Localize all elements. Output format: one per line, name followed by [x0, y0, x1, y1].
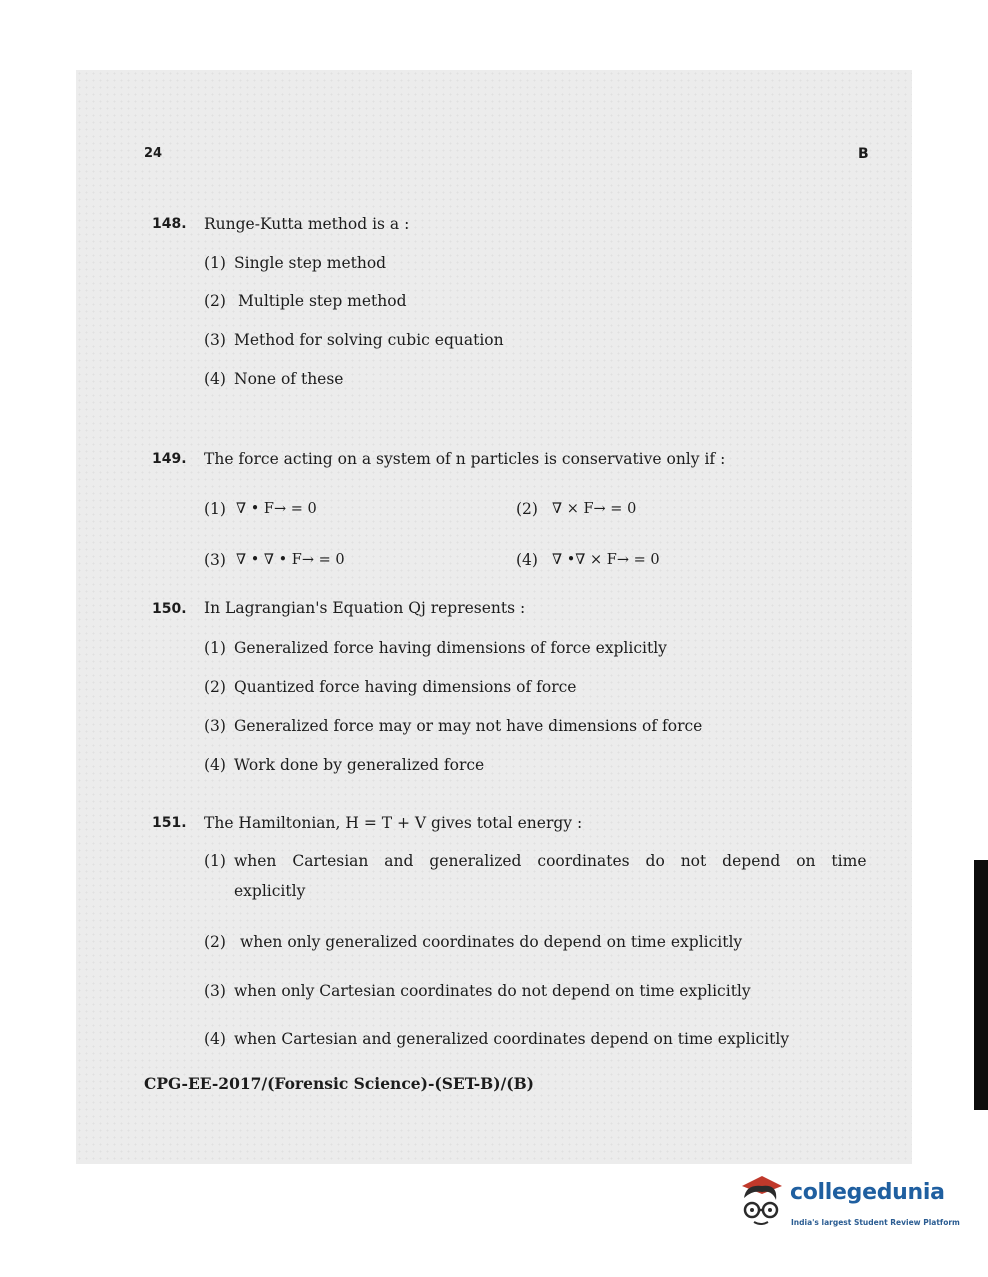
option-label: (2) — [204, 933, 226, 951]
option-label: (1) — [204, 852, 226, 870]
question-text: The Hamiltonian, H = T + V gives total energy : — [204, 814, 583, 832]
option-label: (3) — [204, 982, 226, 1000]
option-label: (4) — [204, 1030, 226, 1048]
option-text: Quantized force having dimensions of force — [234, 678, 577, 696]
option-text: when only generalized coordinates do depend on time explicitly — [240, 933, 743, 951]
option-formula: ∇ × F→ = 0 — [552, 501, 637, 517]
brand-name: collegedunia — [790, 1180, 945, 1205]
set-code: B — [858, 146, 869, 162]
brand-tagline: India's largest Student Review Platform — [791, 1218, 960, 1227]
collegedunia-watermark — [732, 1168, 962, 1244]
option-label: (4) — [516, 551, 538, 569]
option-text-continuation: explicitly — [234, 882, 306, 900]
option-label: (2) — [204, 292, 226, 310]
option-text: when only Cartesian coordinates do not depend on time explicitly — [234, 982, 751, 1000]
option-label: (1) — [204, 254, 226, 272]
question-text: Runge-Kutta method is a : — [204, 215, 410, 233]
option-label: (3) — [204, 331, 226, 349]
footer-code: CPG-EE-2017/(Forensic Science)-(SET-B)/(B) — [144, 1074, 534, 1093]
option-text-justified — [234, 852, 867, 870]
option-formula: ∇ • ∇ • F→ = 0 — [236, 552, 345, 568]
question-text: The force acting on a system of n particles is conservative only if : — [204, 450, 726, 468]
option-label: (3) — [204, 551, 226, 569]
option-label: (2) — [516, 500, 538, 518]
option-label: (4) — [204, 370, 226, 388]
option-text: Generalized force having dimensions of force explicitly — [234, 639, 667, 657]
option-text: Multiple step method — [238, 292, 407, 310]
option-text: Single step method — [234, 254, 387, 272]
question-text: In Lagrangian's Equation Qj represents : — [204, 599, 526, 617]
question-number: 148. — [152, 216, 187, 232]
scan-edge-shadow — [974, 860, 988, 1110]
option-text: Work done by generalized force — [234, 756, 485, 774]
question-number: 150. — [152, 601, 187, 617]
option-label: (1) — [204, 639, 226, 657]
student-mascot-icon — [732, 1172, 788, 1232]
page-number: 24 — [144, 146, 163, 161]
option-text: when Cartesian and generalized coordinates do not depend on time — [234, 852, 867, 870]
option-label: (3) — [204, 717, 226, 735]
option-text: Generalized force may or may not have dimensions of force — [234, 717, 703, 735]
option-text: when Cartesian and generalized coordinates depend on time explicitly — [234, 1030, 790, 1048]
option-label: (4) — [204, 756, 226, 774]
option-formula: ∇ •∇ × F→ = 0 — [552, 552, 660, 568]
option-label: (1) — [204, 500, 226, 518]
question-number: 151. — [152, 815, 187, 831]
option-text: None of these — [234, 370, 344, 388]
option-formula: ∇ • F→ = 0 — [236, 501, 317, 517]
scanned-page — [76, 70, 912, 1164]
question-number: 149. — [152, 451, 187, 467]
option-text: Method for solving cubic equation — [234, 331, 504, 349]
option-label: (2) — [204, 678, 226, 696]
